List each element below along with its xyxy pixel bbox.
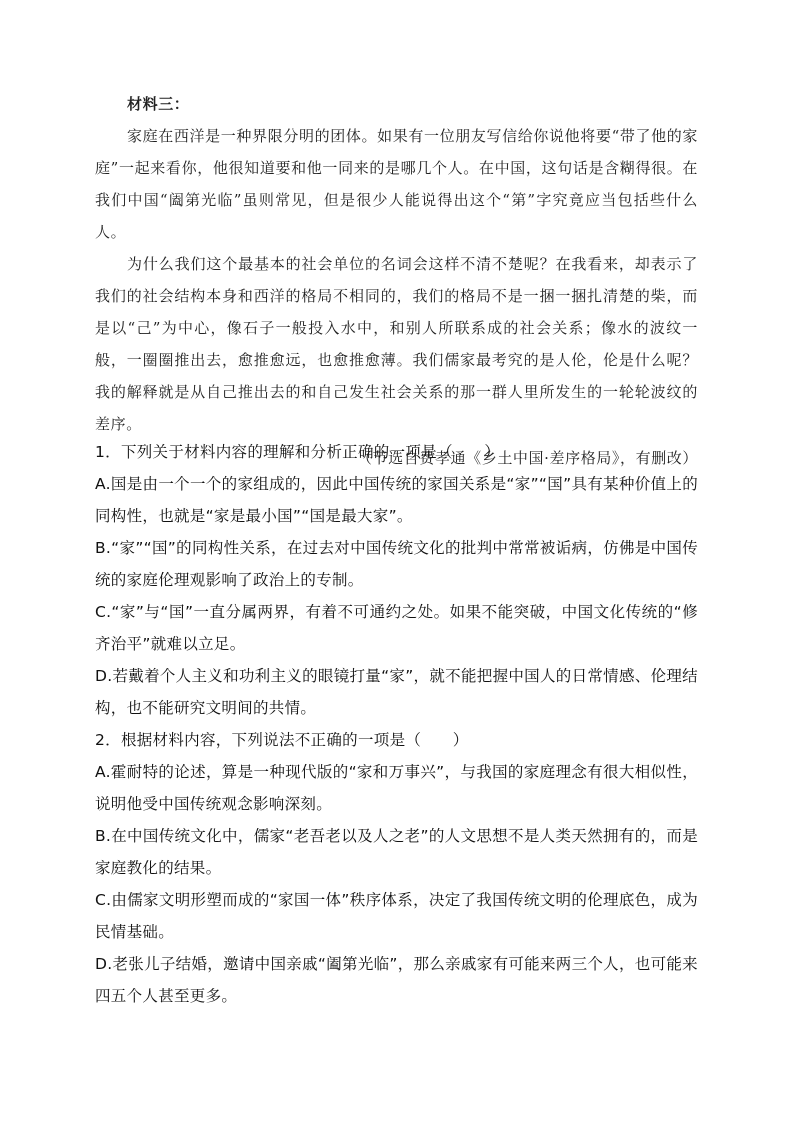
- question-item: [95, 724, 698, 1012]
- option-a: A.国是由一个一个的家组成的，因此中国传统的家国关系是“家”“国”具有某种价值上的同构性，也就是“家是最小国”“国是最大家”。: [95, 475, 698, 525]
- option-b: B.“家”“国”的同构性关系，在过去对中国传统文化的批判中常常被诟病，仿佛是中国传统的家庭伦理观影响了政治上的专制。: [95, 539, 698, 589]
- material-source: （节选自费孝通《乡土中国·差序格局》，有删改）: [356, 449, 698, 467]
- reading-material: [95, 88, 698, 474]
- option-c: C.“家”与“国”一直分属两界，有着不可通约之处。如果不能突破，中国文化传统的“修齐治平”就难以立足。: [95, 603, 698, 653]
- material-paragraph: 为什么我们这个最基本的社会单位的名词会这样不清不楚呢？在我看来，却表示了我们的社会结构本身和西洋的格局不相同的，我们的格局不是一捆一捆扎清楚的柴，而是以“己”为中心，像石子一般投入水中，和别人所联系成的社会关系；像水的波纹一般，一圈圈推出去，愈推愈远，也愈推愈薄。我们儒家最考究的是人伦，伦是什么呢？我的解释就是从自己推出去的和自己发生社会关系的那一群人里所发生的一轮轮波纹的差序。: [95, 255, 698, 433]
- question-stem: 1．下列关于材料内容的理解和分析正确的一项是（ ）: [95, 443, 501, 461]
- option-a: A.霍耐特的论述，算是一种现代版的“家和万事兴”，与我国的家庭理念有很大相似性，说明他受中国传统观念影响深刻。: [95, 763, 698, 813]
- material-paragraph: 家庭在西洋是一种界限分明的团体。如果有一位朋友写信给你说他将要“带了他的家庭”一起来看你，他很知道要和他一同来的是哪几个人。在中国，这句话是含糊得很。在我们中国“阖第光临”虽则常见，但是很少人能说得出这个“第”字究竟应当包括些什么人。: [95, 127, 698, 241]
- question-stem: 2．根据材料内容，下列说法不正确的一项是（ ）: [95, 731, 469, 749]
- option-d: D.老张儿子结婚，邀请中国亲戚“阖第光临”，那么亲戚家有可能来两三个人，也可能来四五个人甚至更多。: [95, 955, 698, 1005]
- option-c: C.由儒家文明形塑而成的“家国一体”秩序体系，决定了我国传统文明的伦理底色，成为民情基础。: [95, 891, 698, 941]
- material-heading: 材料三：: [127, 95, 190, 113]
- question-list: [95, 436, 698, 1012]
- option-d: D.若戴着个人主义和功利主义的眼镜打量“家”，就不能把握中国人的日常情感、伦理结构，也不能研究文明间的共情。: [95, 667, 698, 717]
- option-b: B.在中国传统文化中，儒家“老吾老以及人之老”的人文思想不是人类天然拥有的，而是家庭教化的结果。: [95, 827, 698, 877]
- question-item: [95, 436, 698, 724]
